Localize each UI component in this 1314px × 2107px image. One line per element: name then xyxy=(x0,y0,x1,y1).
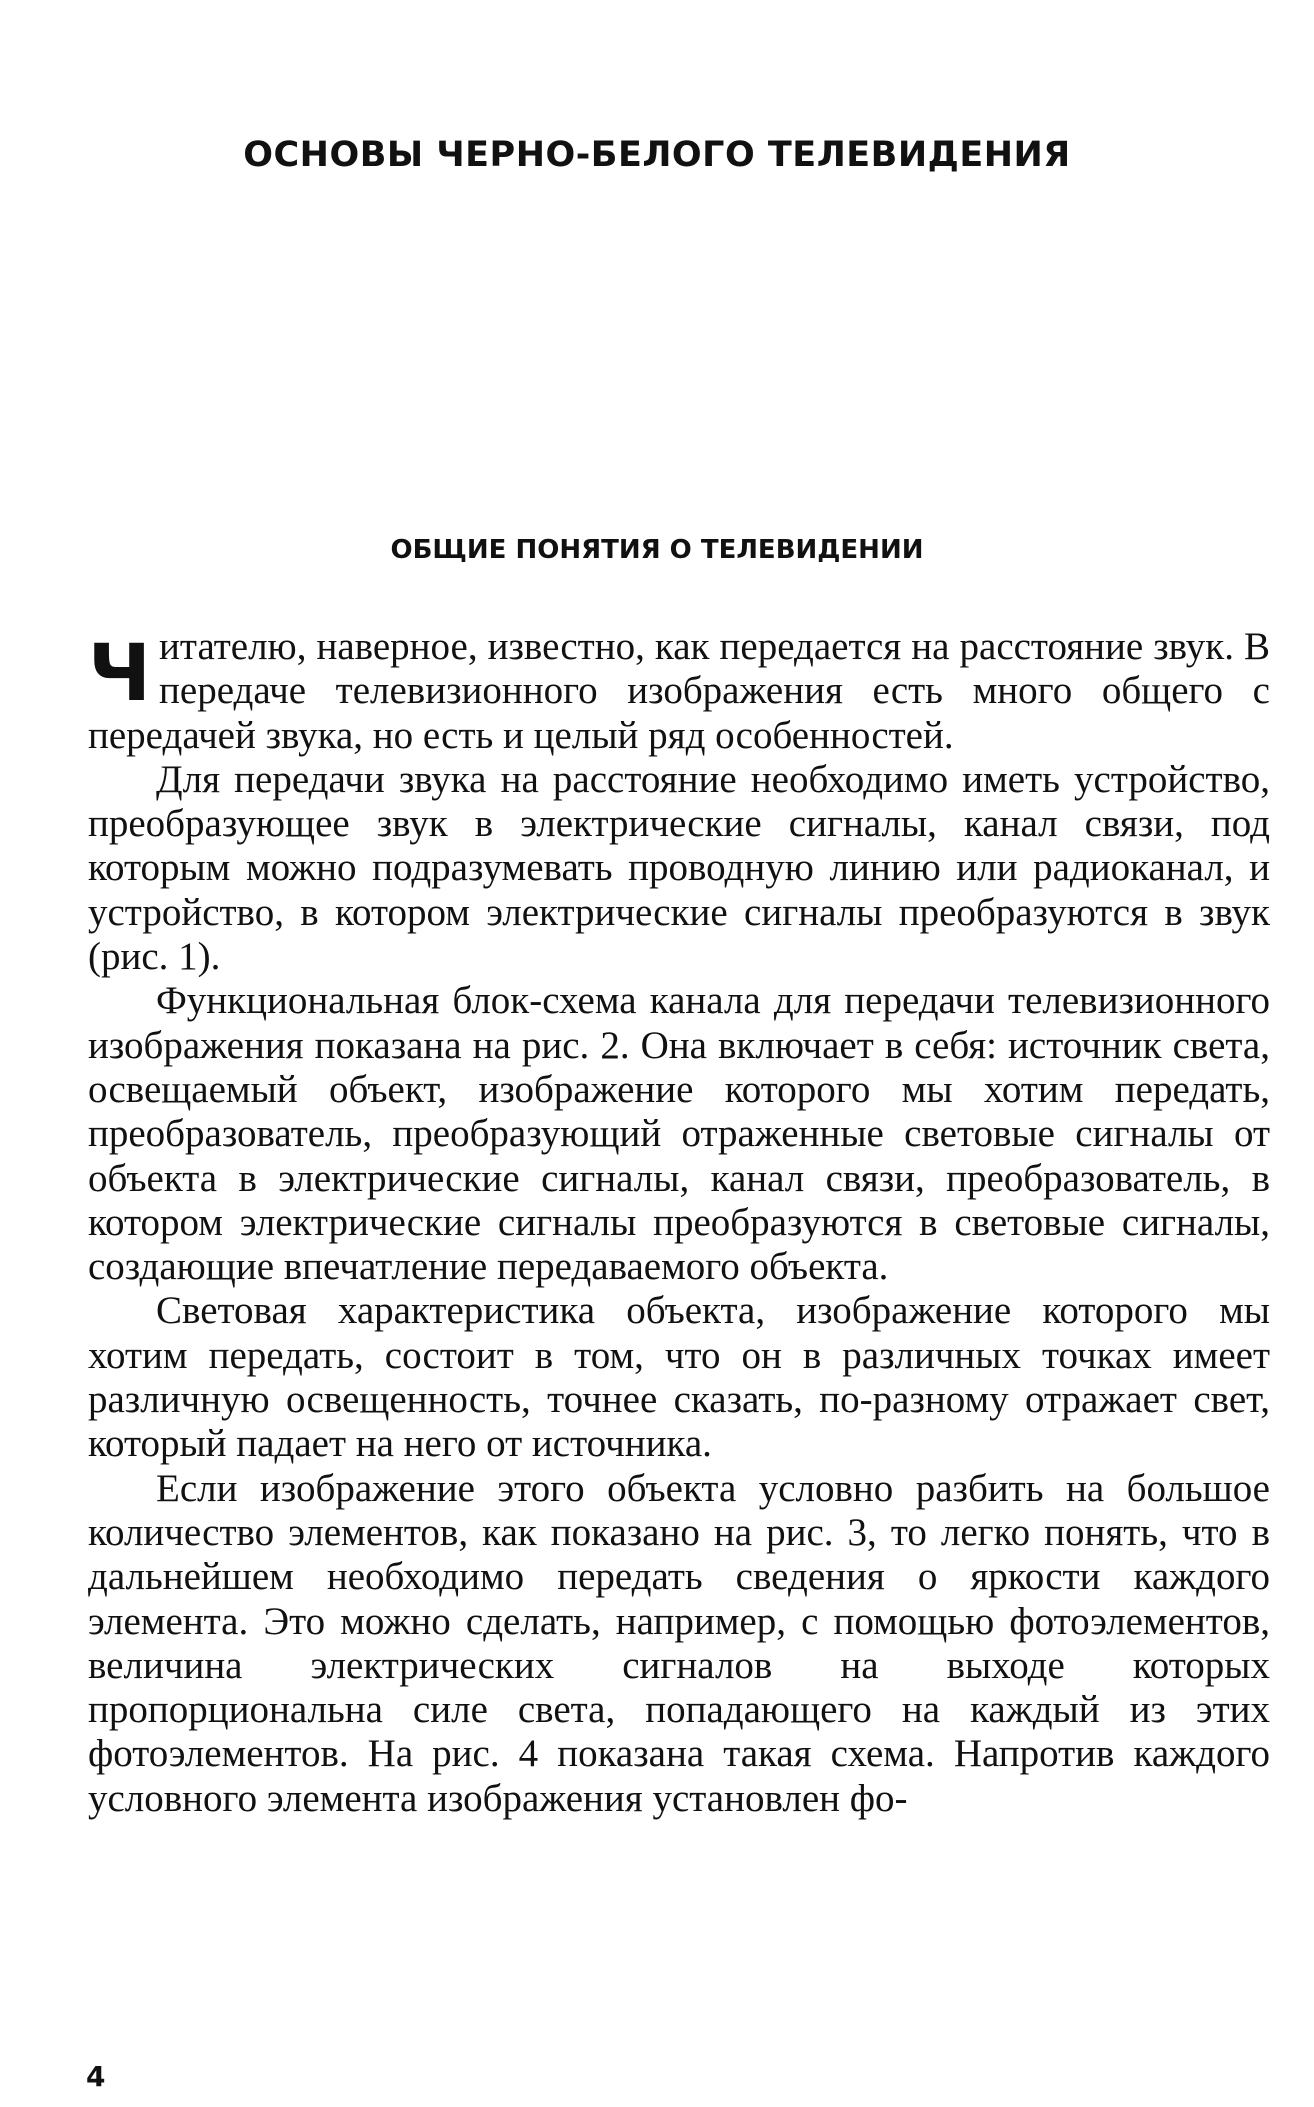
paragraph-4: Световая характеристика объекта, изображение которого мы хотим передать, состоит в том, что он в различных точках имеет различную освещенность, точнее сказать, по-разному отражает свет, который падает на него от источника. xyxy=(88,1289,1270,1466)
paragraph-3: Функциональная блок-схема канала для передачи телевизионного изображения показана на рис. 2. Она включает в себя: источник света, освещаемый объект, изображение которого мы хотим передать, преобразователь, преобразующий отраженные световые сигналы от объекта в электрические сигналы, канал связи, преобразователь, в котором электрические сигналы преобразуются в световые сигналы, создающие впечатление передаваемого объекта. xyxy=(88,979,1270,1289)
page-number: 4 xyxy=(86,2060,106,2093)
section-title: ОБЩИЕ ПОНЯТИЯ О ТЕЛЕВИДЕНИИ xyxy=(390,535,924,565)
body-text xyxy=(88,625,1270,1821)
paragraph-1-text: итателю, наверное, известно, как передается на расстояние звук. В передаче телевизионного изображения есть много общего с передачей звука, но есть и целый ряд особенностей. xyxy=(88,625,1270,757)
paragraph-1 xyxy=(88,625,1270,758)
chapter-title: ОСНОВЫ ЧЕРНО-БЕЛОГО ТЕЛЕВИДЕНИЯ xyxy=(243,135,1071,175)
paragraph-2: Для передачи звука на расстояние необходимо иметь устройство, преобразующее звук в электрические сигналы, канал связи, под которым можно подразумевать проводную линию или радиоканал, и устройство, в котором электрические сигналы преобразуются в звук (рис. 1). xyxy=(88,757,1270,979)
drop-cap: Ч xyxy=(88,629,152,719)
paragraph-5: Если изображение этого объекта условно разбить на большое количество элементов, как показано на рис. 3, то легко понять, что в дальнейшем необходимо передать сведения о яркости каждого элемента. Это можно сделать, например, с помощью фотоэлементов, величина электрических сигналов на выходе которых пропорциональна силе света, попадающего на каждый из этих фотоэлементов. На рис. 4 показана такая схема. Напротив каждого условного элемента изображения установлен фо- xyxy=(88,1466,1270,1820)
